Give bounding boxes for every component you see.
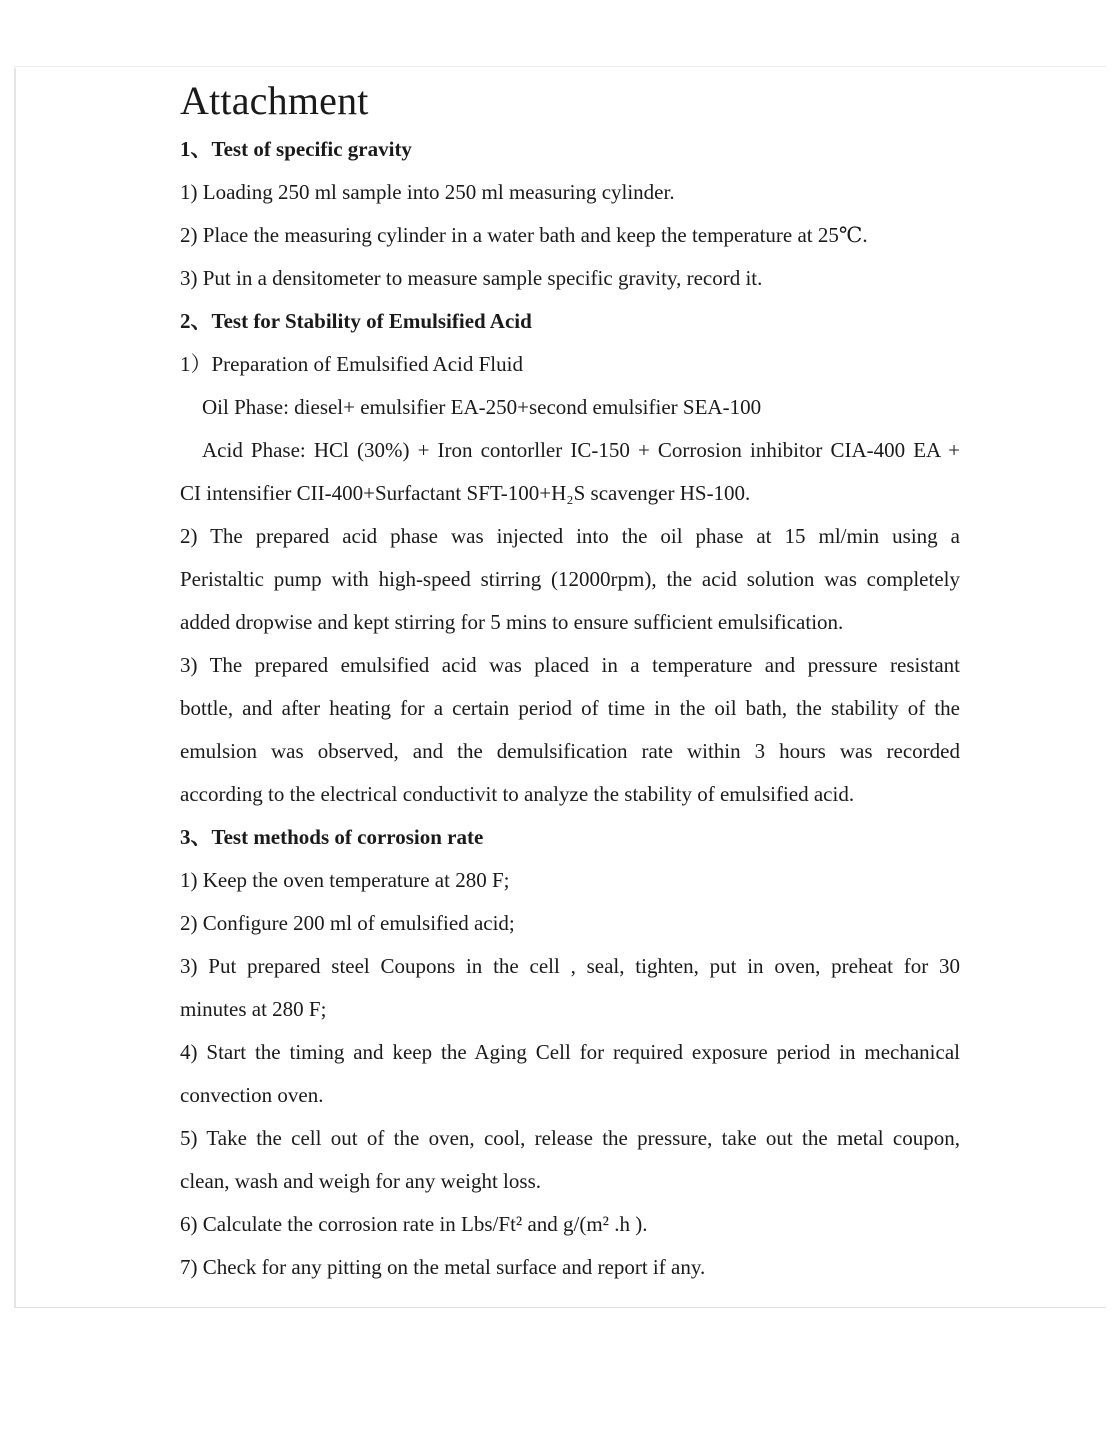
text-line: minutes at 280 F; (180, 997, 327, 1021)
scan-edge-left (14, 68, 16, 1308)
text-line: clean, wash and weigh for any weight loss. (180, 1169, 541, 1193)
text-line: 2) Place the measuring cylinder in a water bath and keep the temperature at 25℃. (180, 223, 868, 247)
text-line: 2) Configure 200 ml of emulsified acid; (180, 911, 515, 935)
text-line: 3) The prepared emulsified acid was placed in a temperature and pressure resistant (180, 653, 960, 677)
text-line: convection oven. (180, 1083, 324, 1107)
section-heading: 1、Test of specific gravity (180, 137, 412, 161)
text-line: Oil Phase: diesel+ emulsifier EA-250+second emulsifier SEA-100 (202, 395, 762, 419)
text-line: bottle, and after heating for a certain period of time in the oil bath, the stability of the (180, 696, 960, 720)
text-line: added dropwise and kept stirring for 5 mins to ensure sufficient emulsification. (180, 610, 844, 634)
text-line: 6) Calculate the corrosion rate in Lbs/Ft² and g/(m² .h ). (180, 1212, 648, 1236)
text-line: 1) Loading 250 ml sample into 250 ml measuring cylinder. (180, 180, 675, 204)
document-body (180, 78, 960, 1289)
scan-edge-bottom (14, 1307, 1106, 1308)
text-line: 1) Keep the oven temperature at 280 F; (180, 868, 510, 892)
paragraph-list (180, 128, 960, 1289)
page-title: Attachment (180, 78, 369, 123)
text-line: 2) The prepared acid phase was injected into the oil phase at 15 ml/min using a (180, 524, 960, 548)
text-line: emulsion was observed, and the demulsification rate within 3 hours was recorded (180, 739, 960, 763)
text-line: 1）Preparation of Emulsified Acid Fluid (180, 352, 523, 376)
section-heading: 2、Test for Stability of Emulsified Acid (180, 309, 532, 333)
text-line: 4) Start the timing and keep the Aging Cell for required exposure period in mechanical (180, 1040, 960, 1064)
text-line: CI intensifier CII-400+Surfactant SFT-100+H₂S scavenger HS-100. (180, 481, 751, 505)
text-line: Peristaltic pump with high-speed stirring (12000rpm), the acid solution was completely (180, 567, 960, 591)
scan-edge-top (14, 66, 1106, 67)
section-heading: 3、Test methods of corrosion rate (180, 825, 484, 849)
text-line: 3) Put in a densitometer to measure sample specific gravity, record it. (180, 266, 763, 290)
text-line: 3) Put prepared steel Coupons in the cell , seal, tighten, put in oven, preheat for 30 (180, 954, 960, 978)
text-line: 5) Take the cell out of the oven, cool, release the pressure, take out the metal coupon, (180, 1126, 960, 1150)
text-line: 7) Check for any pitting on the metal surface and report if any. (180, 1255, 706, 1279)
text-line: Acid Phase: HCl (30%) + Iron contorller IC-150 + Corrosion inhibitor CIA-400 EA + (202, 438, 960, 462)
text-line: according to the electrical conductivit to analyze the stability of emulsified acid. (180, 782, 855, 806)
